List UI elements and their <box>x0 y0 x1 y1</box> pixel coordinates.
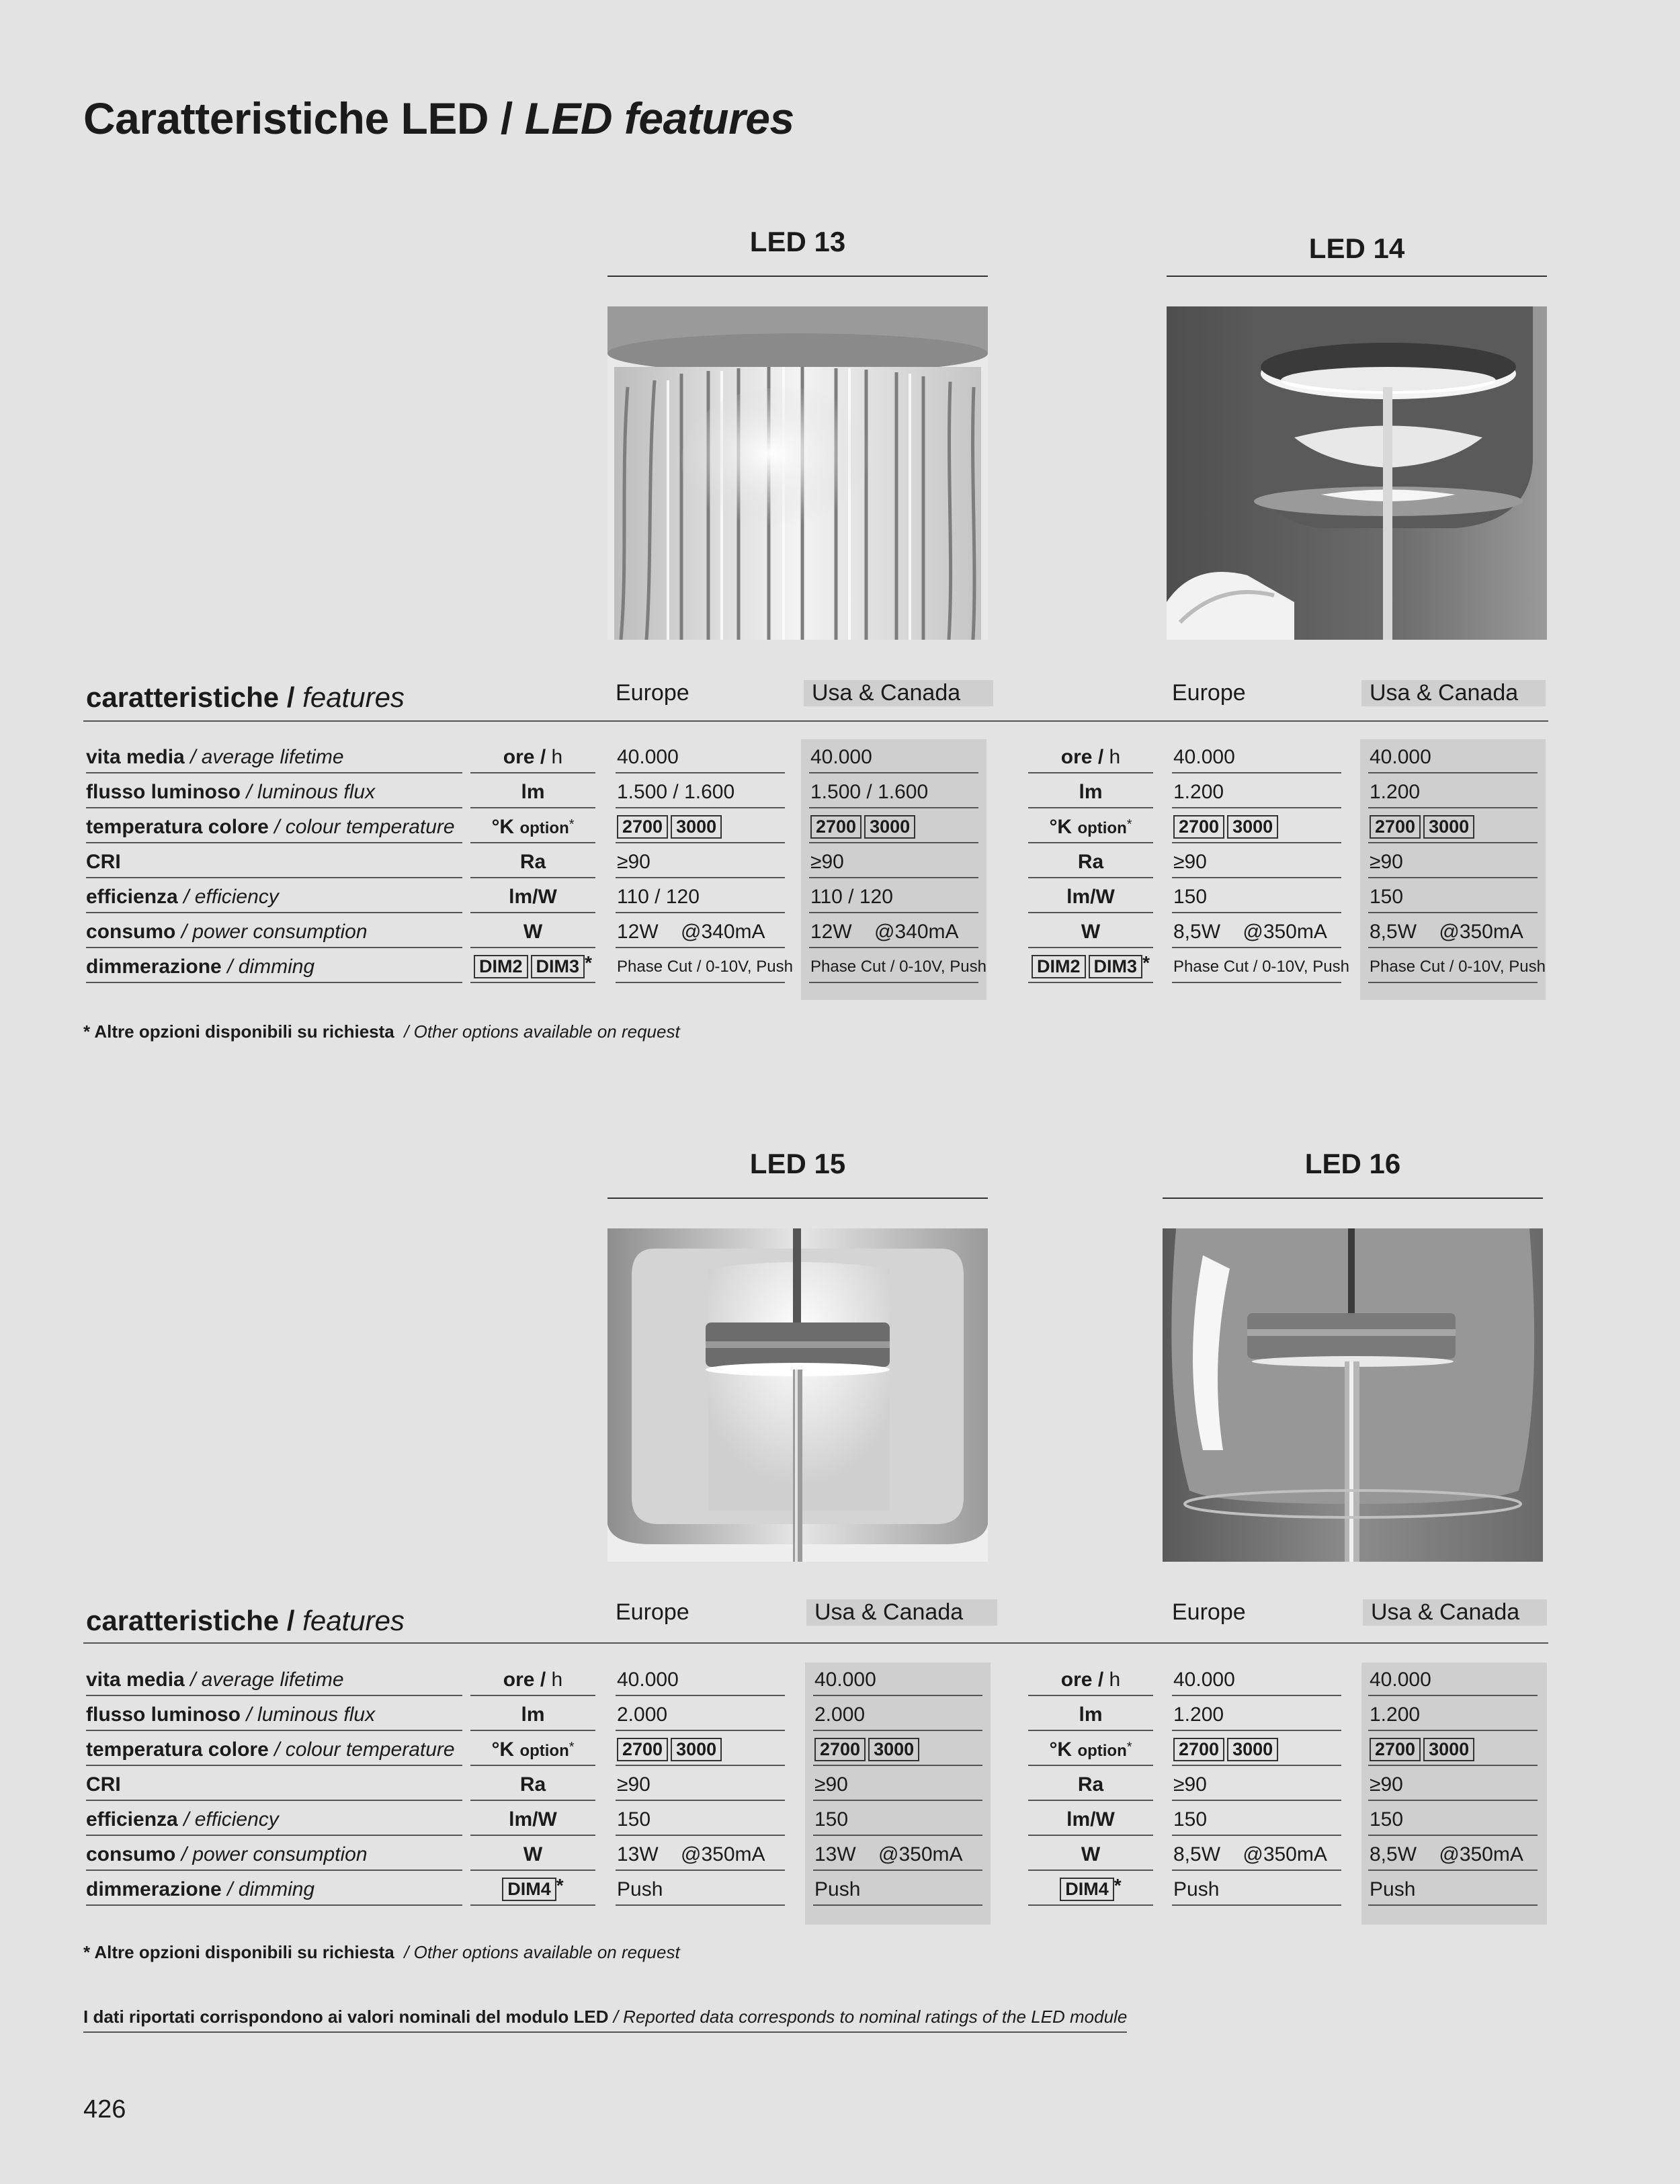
table-row <box>0 1805 1680 1840</box>
led-14-photo <box>1167 306 1547 640</box>
value-cell <box>1368 1735 1538 1766</box>
region-usa: Usa & Canada <box>806 1599 997 1626</box>
row-label: efficienza / efficiency <box>86 1805 462 1836</box>
row-label: efficienza / efficiency <box>86 882 462 913</box>
unit-cell: lm <box>470 778 595 808</box>
value-cell: 13W @350mA <box>616 1840 785 1871</box>
value-cell: 40.000 <box>1172 1665 1341 1696</box>
row-label: dimmerazione / dimming <box>86 952 462 983</box>
table-row <box>0 1665 1680 1700</box>
value-cell: 150 <box>616 1805 785 1836</box>
value-cell: 1.200 <box>1172 1700 1341 1731</box>
row-label: vita media / average lifetime <box>86 1665 462 1696</box>
region-usa: Usa & Canada <box>1361 680 1546 706</box>
value-cell: Phase Cut / 0-10V, Push <box>809 952 978 983</box>
value-cell: 1.500 / 1.600 <box>616 778 785 808</box>
row-label: CRI <box>86 1770 462 1801</box>
value-cell: 2.000 <box>616 1700 785 1731</box>
value-cell: 110 / 120 <box>809 882 978 913</box>
unit-cell: lm/W <box>470 882 595 913</box>
unit-cell: lm/W <box>1028 1805 1153 1836</box>
dim-code-badge: DIM3 <box>531 955 585 978</box>
led-16-label: LED 16 <box>1304 1148 1401 1179</box>
unit-cell: ore / h <box>470 743 595 773</box>
table-row <box>0 812 1680 847</box>
value-cell: 150 <box>813 1805 982 1836</box>
region-europe: Europe <box>616 680 689 706</box>
unit-cell: lm <box>470 1700 595 1731</box>
value-cell: Push <box>616 1875 785 1906</box>
value-cell: 150 <box>1368 1805 1538 1836</box>
features-rule <box>83 1642 1548 1644</box>
value-cell: ≥90 <box>1368 1770 1538 1801</box>
value-cell: 150 <box>1368 882 1538 913</box>
value-cell: ≥90 <box>1172 847 1341 878</box>
value-cell: 2.000 <box>813 1700 982 1731</box>
cct-3000-badge: 3000 <box>864 815 915 839</box>
unit-cell: DIM2 DIM3 * <box>470 952 595 983</box>
options-note: * Altre opzioni disponibili su richiesta / Other options available on request <box>83 1942 680 1962</box>
row-label: CRI <box>86 847 462 878</box>
led-13-photo <box>607 306 988 640</box>
cct-2700-badge: 2700 <box>814 1738 866 1761</box>
table-row <box>0 743 1680 778</box>
cct-3000-badge: 3000 <box>671 1738 722 1761</box>
region-usa: Usa & Canada <box>1363 1599 1547 1626</box>
value-cell: 8,5W @350mA <box>1172 1840 1341 1871</box>
features-heading: caratteristiche / features <box>86 1605 405 1636</box>
value-cell: 13W @350mA <box>813 1840 982 1871</box>
table-row <box>0 778 1680 812</box>
led-15-rule <box>607 1198 988 1199</box>
unit-cell: W <box>470 1840 595 1871</box>
page-title: Caratteristiche LED / LED features <box>83 93 794 143</box>
unit-cell: DIM4 * <box>1028 1875 1153 1906</box>
nominal-data-note: I dati riportati corrispondono ai valori nominali del modulo LED / Reported data corresponds to nominal ratings of the LED module <box>83 2007 1127 2033</box>
value-cell <box>813 1735 982 1766</box>
value-cell: 40.000 <box>616 743 785 773</box>
table-row <box>0 1735 1680 1770</box>
unit-cell: °K option* <box>470 812 595 843</box>
dim-code-badge: DIM2 <box>474 955 528 978</box>
region-europe: Europe <box>1172 1599 1246 1625</box>
region-europe: Europe <box>1172 680 1246 706</box>
led-14-label: LED 14 <box>1308 233 1405 264</box>
dim-code-badge: DIM2 <box>1032 955 1086 978</box>
cct-2700-badge: 2700 <box>810 815 862 839</box>
region-usa: Usa & Canada <box>804 680 993 706</box>
row-label: temperatura colore / colour temperature <box>86 1735 462 1766</box>
value-cell: 40.000 <box>616 1665 785 1696</box>
value-cell: 150 <box>1172 1805 1341 1836</box>
led-14-rule <box>1167 276 1547 277</box>
cct-3000-badge: 3000 <box>1227 1738 1278 1761</box>
value-cell: 110 / 120 <box>616 882 785 913</box>
value-cell: 40.000 <box>809 743 978 773</box>
row-label: flusso luminoso / luminous flux <box>86 1700 462 1731</box>
unit-cell: Ra <box>470 847 595 878</box>
table-row <box>0 952 1680 987</box>
value-cell: 40.000 <box>813 1665 982 1696</box>
unit-cell: Ra <box>1028 847 1153 878</box>
value-cell: ≥90 <box>809 847 978 878</box>
unit-cell: lm <box>1028 1700 1153 1731</box>
unit-cell: W <box>1028 1840 1153 1871</box>
value-cell: ≥90 <box>813 1770 982 1801</box>
unit-cell: °K option* <box>470 1735 595 1766</box>
value-cell <box>1368 812 1538 843</box>
value-cell: 8,5W @350mA <box>1172 917 1341 948</box>
value-cell: 40.000 <box>1368 1665 1538 1696</box>
value-cell: 8,5W @350mA <box>1368 917 1538 948</box>
value-cell: 12W @340mA <box>809 917 978 948</box>
value-cell: ≥90 <box>616 1770 785 1801</box>
table-row <box>0 847 1680 882</box>
value-cell <box>1172 1735 1341 1766</box>
cct-2700-badge: 2700 <box>1173 1738 1224 1761</box>
features-heading: caratteristiche / features <box>86 681 405 713</box>
cct-3000-badge: 3000 <box>868 1738 919 1761</box>
cct-2700-badge: 2700 <box>617 815 668 839</box>
unit-cell: lm <box>1028 778 1153 808</box>
unit-cell: lm/W <box>1028 882 1153 913</box>
cct-2700-badge: 2700 <box>1370 815 1421 839</box>
value-cell: Push <box>1172 1875 1341 1906</box>
cct-3000-badge: 3000 <box>1227 815 1278 839</box>
unit-cell: °K option* <box>1028 1735 1153 1766</box>
value-cell <box>1172 812 1341 843</box>
cct-2700-badge: 2700 <box>1370 1738 1421 1761</box>
cct-3000-badge: 3000 <box>1423 815 1474 839</box>
value-cell: 1.200 <box>1172 778 1341 808</box>
cct-2700-badge: 2700 <box>617 1738 668 1761</box>
unit-cell: ore / h <box>1028 1665 1153 1696</box>
value-cell: 8,5W @350mA <box>1368 1840 1538 1871</box>
row-label: flusso luminoso / luminous flux <box>86 778 462 808</box>
value-cell: ≥90 <box>616 847 785 878</box>
led-13-rule <box>607 276 988 277</box>
unit-cell: Ra <box>1028 1770 1153 1801</box>
led-16-photo <box>1163 1228 1543 1562</box>
table-row <box>0 1700 1680 1735</box>
options-note: * Altre opzioni disponibili su richiesta / Other options available on request <box>83 1021 680 1042</box>
led-13-label: LED 13 <box>749 226 846 257</box>
value-cell: Phase Cut / 0-10V, Push <box>1368 952 1538 983</box>
unit-cell: DIM4 * <box>470 1875 595 1906</box>
value-cell: Phase Cut / 0-10V, Push <box>1172 952 1341 983</box>
unit-cell: ore / h <box>470 1665 595 1696</box>
value-cell: 1.200 <box>1368 778 1538 808</box>
unit-cell: W <box>470 917 595 948</box>
dim-code-badge: DIM3 <box>1089 955 1143 978</box>
region-europe: Europe <box>616 1599 689 1625</box>
value-cell <box>616 1735 785 1766</box>
cct-2700-badge: 2700 <box>1173 815 1224 839</box>
unit-cell: Ra <box>470 1770 595 1801</box>
value-cell <box>809 812 978 843</box>
features-rule <box>83 720 1548 722</box>
value-cell: 150 <box>1172 882 1341 913</box>
unit-cell: W <box>1028 917 1153 948</box>
table-row <box>0 1840 1680 1875</box>
table-row <box>0 882 1680 917</box>
table-row <box>0 1770 1680 1805</box>
unit-cell: DIM2 DIM3 * <box>1028 952 1153 983</box>
table-row <box>0 917 1680 952</box>
dim-code-badge: DIM4 <box>1060 1878 1114 1901</box>
row-label: consumo / power consumption <box>86 1840 462 1871</box>
value-cell: 40.000 <box>1172 743 1341 773</box>
value-cell: 1.500 / 1.600 <box>809 778 978 808</box>
unit-cell: ore / h <box>1028 743 1153 773</box>
led-16-rule <box>1163 1198 1543 1199</box>
row-label: consumo / power consumption <box>86 917 462 948</box>
value-cell: 12W @340mA <box>616 917 785 948</box>
value-cell: ≥90 <box>1172 1770 1341 1801</box>
row-label: dimmerazione / dimming <box>86 1875 462 1906</box>
value-cell: 40.000 <box>1368 743 1538 773</box>
value-cell: Phase Cut / 0-10V, Push <box>616 952 785 983</box>
led-15-photo <box>607 1228 988 1562</box>
value-cell: 1.200 <box>1368 1700 1538 1731</box>
cct-3000-badge: 3000 <box>671 815 722 839</box>
unit-cell: lm/W <box>470 1805 595 1836</box>
value-cell: ≥90 <box>1368 847 1538 878</box>
row-label: vita media / average lifetime <box>86 743 462 773</box>
unit-cell: °K option* <box>1028 812 1153 843</box>
value-cell <box>616 812 785 843</box>
led-15-label: LED 15 <box>749 1148 846 1179</box>
value-cell: Push <box>813 1875 982 1906</box>
row-label: temperatura colore / colour temperature <box>86 812 462 843</box>
page-number: 426 <box>83 2095 126 2124</box>
cct-3000-badge: 3000 <box>1423 1738 1474 1761</box>
table-row <box>0 1875 1680 1910</box>
value-cell: Push <box>1368 1875 1538 1906</box>
dim-code-badge: DIM4 <box>502 1878 556 1901</box>
